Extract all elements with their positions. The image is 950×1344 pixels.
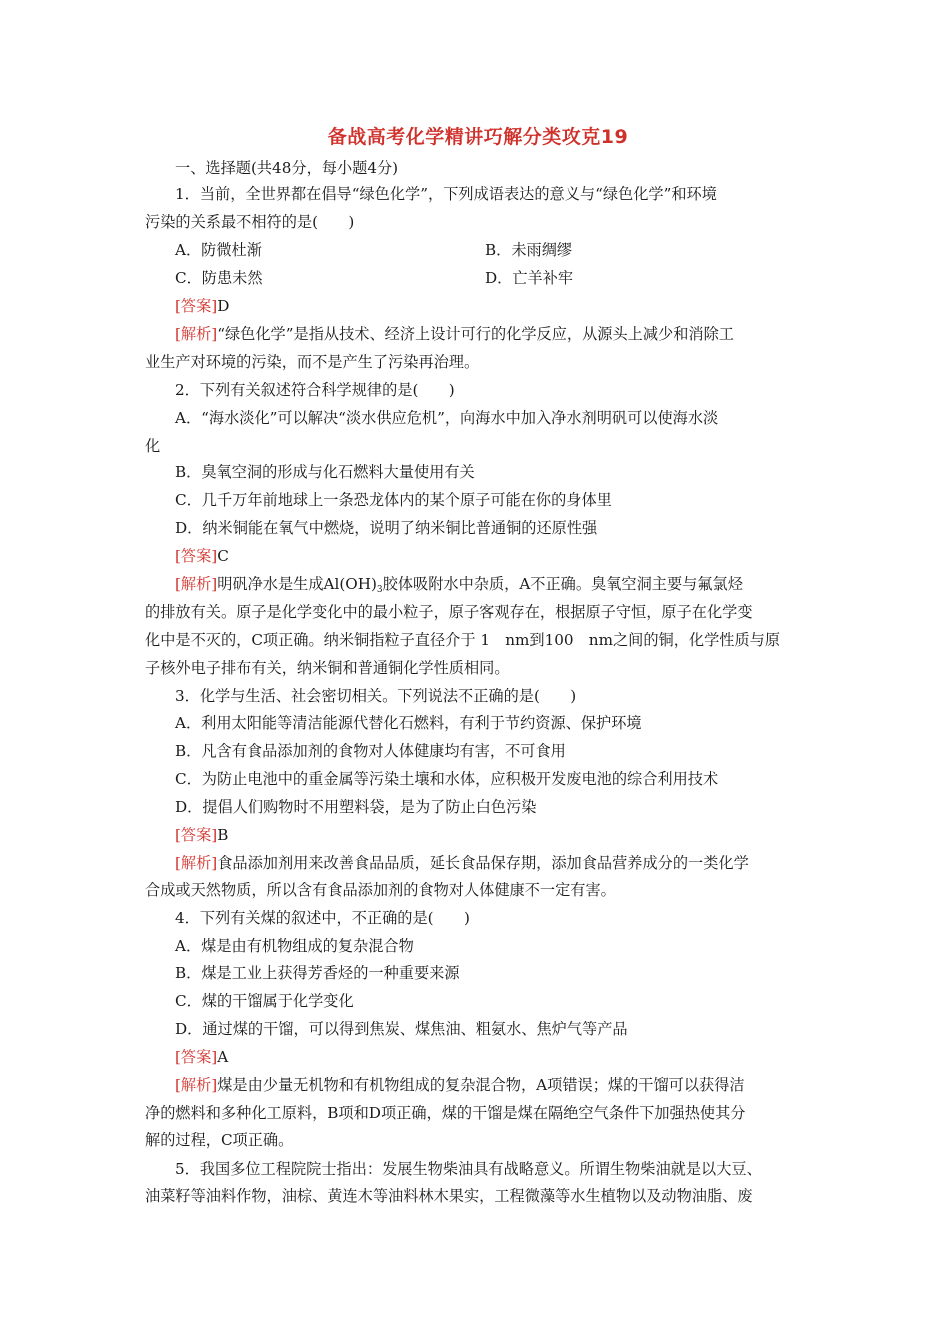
q2-stem: 2．下列有关叙述符合科学规律的是( ) (175, 381, 455, 399)
q1-analysis-line1 (145, 324, 811, 344)
q1-option-a: A．防微杜渐 (175, 241, 262, 259)
q3-option-c: C．为防止电池中的重金属等污染土壤和水体，应积极开发废电池的综合利用技术 (175, 770, 719, 788)
q2-analysis-text-b: 胶体吸附水中杂质，A不正确。臭氧空洞主要与氟氯烃 (382, 575, 743, 593)
q4-analysis-line3: 解的过程，C项正确。 (145, 1131, 294, 1149)
q5-stem-line2: 油菜籽等油料作物，油棕、黄连木等油料林木果实，工程微藻等水生植物以及动物油脂、废 (145, 1187, 753, 1205)
analysis-tag: [解析] (175, 1076, 218, 1094)
q1-options-row1 (145, 240, 811, 260)
q3-option-b: B．凡含有食品添加剂的食物对人体健康均有害，不可食用 (175, 742, 566, 760)
q2-analysis-line1 (145, 574, 811, 600)
q1-options-row2 (145, 268, 811, 288)
q2-option-d: D．纳米铜能在氧气中燃烧，说明了纳米铜比普通铜的还原性强 (175, 519, 598, 537)
q3-analysis-line2: 合成或天然物质，所以含有食品添加剂的食物对人体健康不一定有害。 (145, 881, 616, 899)
q2-analysis-line3: 化中是不灭的，C项正确。纳米铜指粒子直径介于 1 nm到100 nm之间的铜，化学性质与原 (145, 631, 781, 649)
q4-analysis-text: 煤是由少量无机物和有机物组成的复杂混合物，A项错误；煤的干馏可以获得洁 (217, 1076, 745, 1094)
q4-answer (145, 1047, 811, 1067)
q1-analysis-line2: 业生产对环境的污染，而不是产生了污染再治理。 (145, 353, 480, 371)
analysis-tag: [解析] (175, 854, 218, 872)
q2-analysis-text-a: 明矾净水是生成Al(OH) (217, 575, 377, 593)
q4-option-c: C．煤的干馏属于化学变化 (175, 992, 354, 1010)
q2-answer (145, 546, 811, 566)
answer-tag: [答案] (175, 1048, 218, 1066)
q1-stem-line2: 污染的关系最不相符的是( ) (145, 213, 355, 231)
q5-stem-line1: 5．我国多位工程院院士指出：发展生物柴油具有战略意义。所谓生物柴油就是以大豆、 (175, 1160, 762, 1178)
analysis-tag: [解析] (175, 325, 218, 343)
q3-stem: 3．化学与生活、社会密切相关。下列说法不正确的是( ) (175, 687, 577, 705)
q1-option-d: D．亡羊补牢 (485, 269, 574, 287)
q2-option-a-line1: A．“海水淡化”可以解决“淡水供应危机”，向海水中加入净水剂明矾可以使海水淡 (175, 409, 719, 427)
q4-stem: 4．下列有关煤的叙述中，不正确的是( ) (175, 909, 470, 927)
analysis-tag: [解析] (175, 575, 218, 593)
q3-option-d: D．提倡人们购物时不用塑料袋，是为了防止白色污染 (175, 798, 537, 816)
q4-analysis-line1 (145, 1075, 811, 1095)
q2-option-a-line2: 化 (145, 437, 161, 455)
answer-tag: [答案] (175, 826, 218, 844)
section-heading: 一、选择题(共48分，每小题4分) (175, 159, 399, 177)
q3-analysis-text: 食品添加剂用来改善食品品质，延长食品保存期，添加食品营养成分的一类化学 (217, 854, 749, 872)
q2-option-c: C．几千万年前地球上一条恐龙体内的某个原子可能在你的身体里 (175, 491, 612, 509)
q2-analysis-line4: 子核外电子排布有关，纳米铜和普通铜化学性质相同。 (145, 659, 510, 677)
q1-analysis-text: “绿色化学”是指从技术、经济上设计可行的化学反应，从源头上减少和消除工 (217, 325, 734, 343)
q1-answer-value: D (217, 297, 230, 315)
q1-option-b: B．未雨绸缪 (485, 241, 573, 259)
q1-option-c: C．防患未然 (175, 269, 263, 287)
q4-analysis-line2: 净的燃料和多种化工原料，B项和D项正确，煤的干馏是煤在隔绝空气条件下加强热使其分 (145, 1104, 746, 1122)
document-title: 备战高考化学精讲巧解分类攻克19 (327, 126, 629, 148)
q2-option-b: B．臭氧空洞的形成与化石燃料大量使用有关 (175, 463, 475, 481)
q4-option-d: D．通过煤的干馏，可以得到焦炭、煤焦油、粗氨水、焦炉气等产品 (175, 1020, 628, 1038)
q4-answer-value: A (217, 1048, 229, 1066)
q1-answer (145, 296, 811, 316)
answer-tag: [答案] (175, 547, 218, 565)
answer-tag: [答案] (175, 297, 218, 315)
q2-answer-value: C (217, 547, 229, 565)
q3-option-a: A．利用太阳能等清洁能源代替化石燃料，有利于节约资源、保护环境 (175, 714, 642, 732)
q4-option-b: B．煤是工业上获得芳香烃的一种重要来源 (175, 964, 460, 982)
q2-analysis-line2: 的排放有关。原子是化学变化中的最小粒子，原子客观存在，根据原子守恒，原子在化学变 (145, 603, 753, 621)
q3-answer (145, 825, 811, 845)
q4-option-a: A．煤是由有机物组成的复杂混合物 (175, 937, 414, 955)
q3-analysis-line1 (145, 853, 811, 873)
q2-analysis-subscript: 3 (376, 585, 383, 595)
q3-answer-value: B (217, 826, 229, 844)
q1-stem-line1: 1．当前，全世界都在倡导“绿色化学”，下列成语表达的意义与“绿色化学”和环境 (175, 185, 717, 203)
